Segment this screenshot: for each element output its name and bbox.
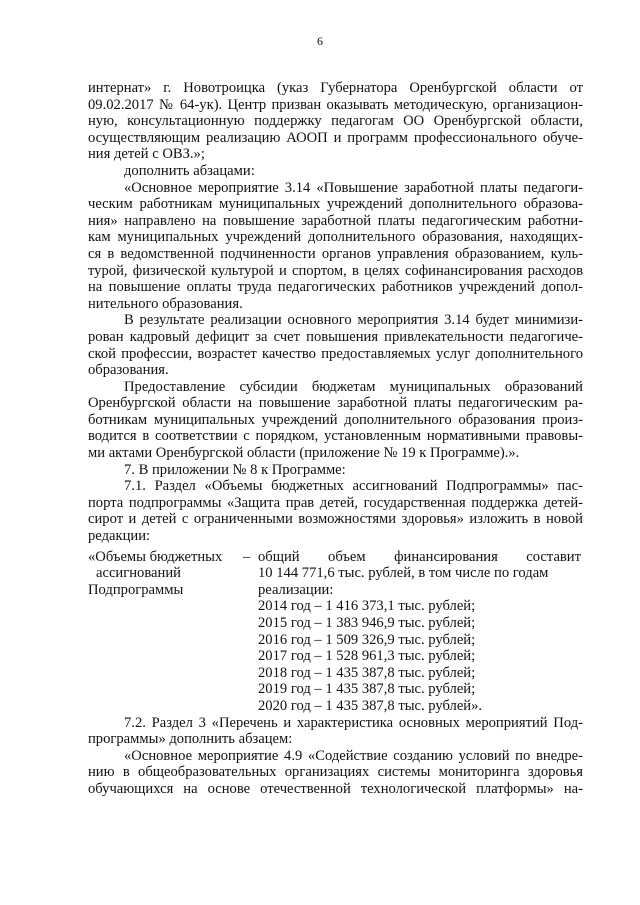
paragraph-internat-continuation (88, 80, 583, 163)
text-line: 7.1. Раздел «Объемы бюджетных ассигнований Подпрограммы» пас- (124, 478, 583, 495)
text-line: ческим работникам муниципальных учреждений дополнительного образова- (88, 196, 583, 213)
text-line: на повышение оплаты труда педагогических работников учреждений допол- (88, 279, 583, 296)
text-line: редакции: (88, 528, 151, 545)
text-line: Подпрограммы (88, 581, 184, 598)
paragraph-item-7-2 (88, 715, 583, 748)
page-number: 6 (317, 34, 323, 48)
funding-year-2018: 2018 год – 1 435 387,8 тыс. рублей; (258, 664, 476, 681)
text-line: ассигнований (96, 565, 181, 582)
text-line: водится в соответствии с порядком, установленным нормативными правовы- (88, 428, 583, 445)
text-line: «Объемы бюджетных (88, 548, 223, 565)
paragraph-add-clauses (88, 163, 583, 180)
funding-year-2019: 2019 год – 1 435 387,8 тыс. рублей; (258, 681, 476, 698)
text-line: общий объем финансирования составит (258, 548, 581, 565)
text-line: 7.2. Раздел 3 «Перечень и характеристика основных мероприятий Под- (124, 714, 583, 731)
text-line: ботникам муниципальных учреждений дополнительного образования произ- (88, 411, 583, 428)
text-line: В результате реализации основного мероприятия 3.14 будет минимизи- (124, 312, 583, 329)
text-line: программы» дополнить абзацем: (88, 731, 293, 748)
paragraph-measure-4-9 (88, 748, 583, 798)
funding-year-2016: 2016 год – 1 509 326,9 тыс. рублей; (258, 631, 476, 648)
text-line: ской профессии, возрастет качество предоставляемых услуг дополнительного (88, 345, 583, 362)
text-line: ся в ведомственной подчиненности органов управления образованием, куль- (88, 245, 583, 262)
text-line: Оренбургской области на повышение заработной платы педагогическим ра- (88, 395, 583, 412)
text-line: реализации: (258, 581, 334, 598)
text-line: сирот и детей с ограниченными возможностями здоровья» изложить в новой (88, 511, 583, 528)
text-line: ми актами Оренбургской области (приложение № 19 к Программе).». (88, 445, 520, 462)
funding-table-label (88, 549, 238, 599)
text-line: дополнить абзацами: (124, 162, 255, 179)
paragraph-subsidy (88, 379, 583, 462)
text-line: 09.02.2017 № 64-ук). Центр призван оказывать методическую, организацион- (88, 96, 583, 113)
paragraph-item-7 (88, 462, 583, 479)
text-line: турой, физической культурой и спортом, в целях софинансирования расходов (88, 262, 583, 279)
body-text (88, 80, 583, 798)
text-line: осуществляющим реализацию АООП и программ профессионального обуче- (88, 129, 583, 146)
text-line: ния» направлено на повышение заработной платы педагогическим работни- (88, 212, 583, 229)
funding-year-2020: 2020 год – 1 435 387,8 тыс. рублей». (258, 697, 483, 714)
funding-table-values (258, 549, 581, 715)
text-line: обучающихся на основе отечественной технологической платформы» на- (88, 781, 583, 797)
text-line: ния детей с ОВЗ.»; (88, 146, 205, 163)
funding-year-2014: 2014 год – 1 416 373,1 тыс. рублей; (258, 598, 476, 615)
funding-year-2017: 2017 год – 1 528 961,3 тыс. рублей; (258, 648, 476, 665)
paragraph-item-7-1 (88, 478, 583, 544)
text-line: порта подпрограммы «Защита прав детей, государственная поддержка детей- (88, 494, 583, 511)
text-line: ную, консультационную поддержку педагогам ОО Оренбургской области, (88, 113, 583, 130)
paragraph-measure-3-14 (88, 180, 583, 313)
text-line: образования. (88, 362, 169, 379)
text-line: 10 144 771,6 тыс. рублей, в том числе по годам (258, 565, 549, 582)
text-line: нию в общеобразовательных организациях системы мониторинга здоровья (88, 764, 583, 781)
text-line: нительного образования. (88, 295, 243, 312)
funding-table (88, 549, 583, 715)
text-line: 7. В приложении № 8 к Программе: (124, 461, 346, 478)
paragraph-result-3-14 (88, 312, 583, 378)
text-line: рован кадровый дефицит за счет повышения привлекательности педагогиче- (88, 328, 583, 345)
text-line: «Основное мероприятие 3.14 «Повышение заработной платы педагоги- (124, 179, 583, 196)
text-line: интернат» г. Новотроицка (указ Губернатора Оренбургской области от (88, 80, 583, 96)
funding-table-dash: – (243, 548, 251, 565)
text-line: Предоставление субсидии бюджетам муниципальных образований (124, 378, 583, 395)
text-line: кам муниципальных учреждений дополнительного образования, находящих- (88, 229, 583, 246)
text-line: «Основное мероприятие 4.9 «Содействие созданию условий по внедре- (124, 747, 583, 764)
funding-year-2015: 2015 год – 1 383 946,9 тыс. рублей; (258, 615, 476, 631)
